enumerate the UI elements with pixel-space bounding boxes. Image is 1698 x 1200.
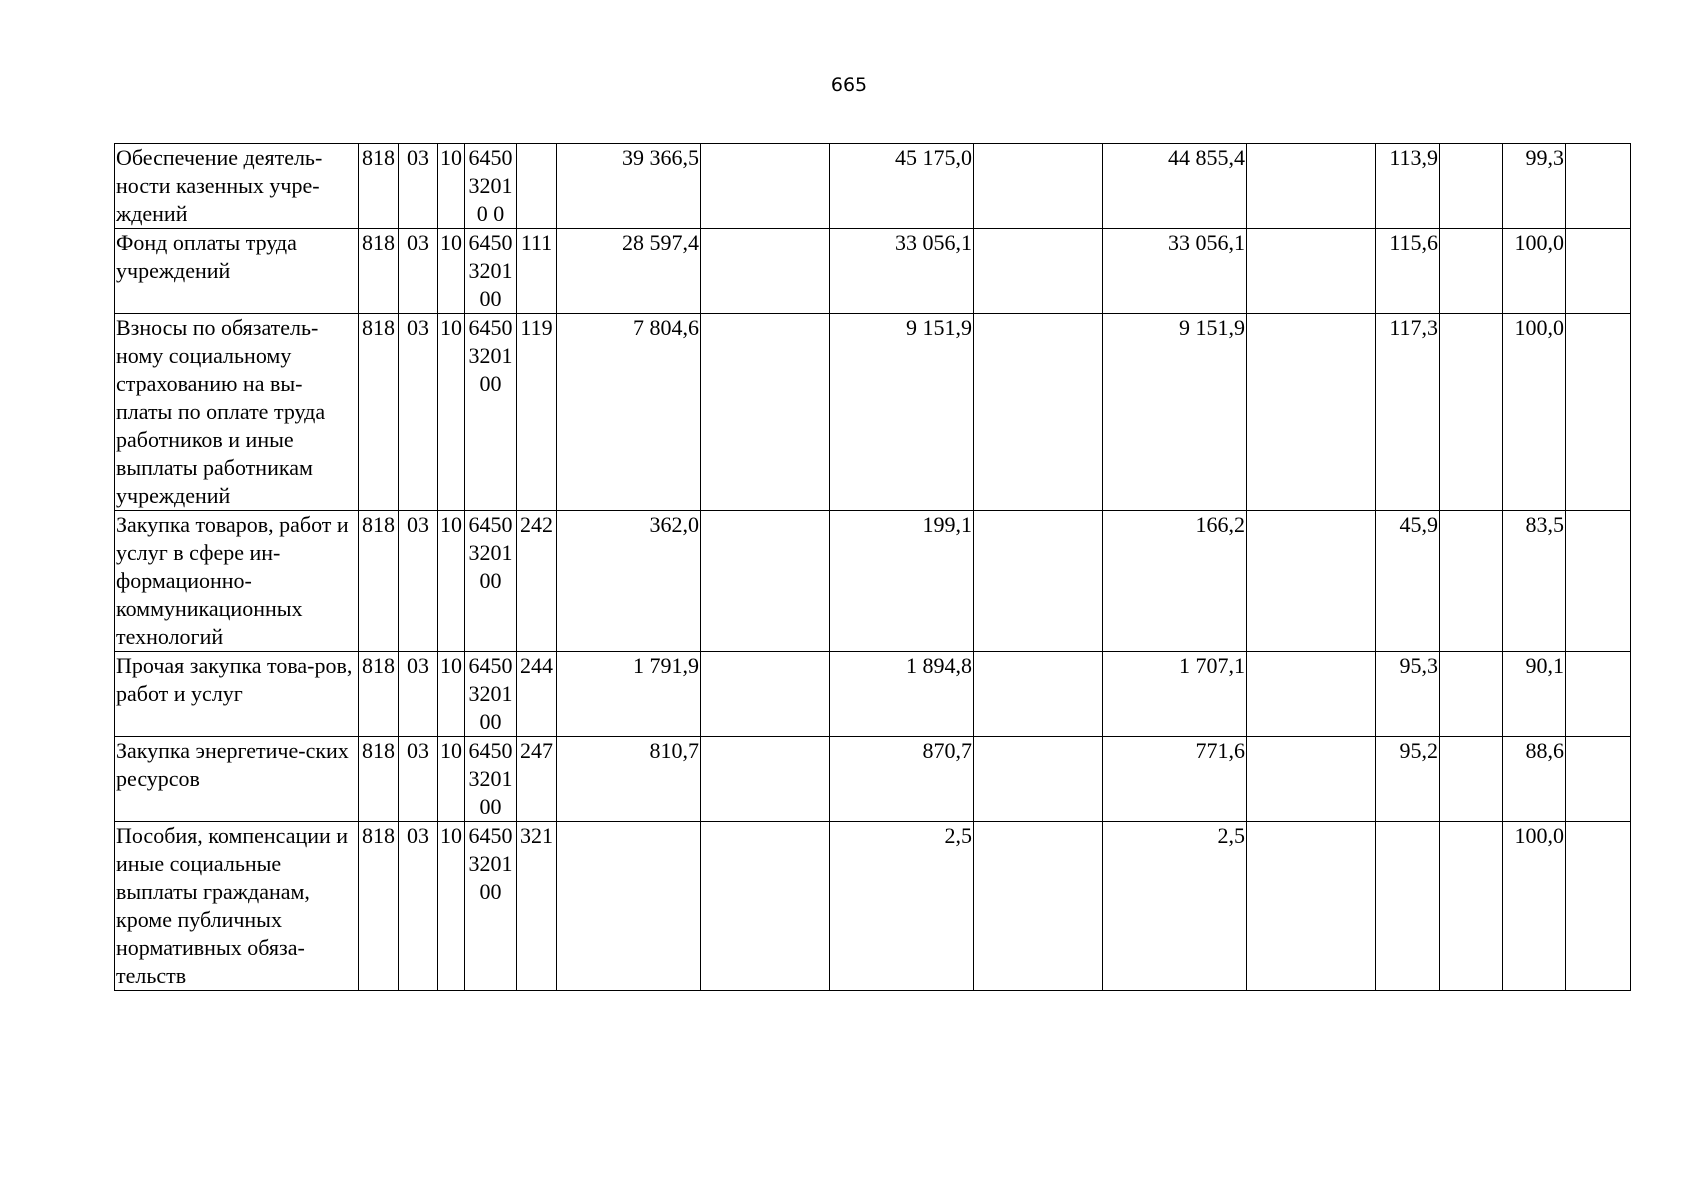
subsection-code: 10 xyxy=(438,737,465,822)
empty-cell xyxy=(1440,822,1503,991)
amount-3: 33 056,1 xyxy=(1103,229,1247,314)
amount-2: 9 151,9 xyxy=(830,314,974,511)
empty-cell xyxy=(1247,822,1376,991)
grbs-code: 818 xyxy=(359,737,399,822)
percent-1 xyxy=(1376,822,1440,991)
table-row xyxy=(115,314,1631,511)
expense-type-code: 111 xyxy=(517,229,557,314)
percent-2: 100,0 xyxy=(1503,314,1566,511)
grbs-code: 818 xyxy=(359,652,399,737)
empty-cell xyxy=(1440,229,1503,314)
page-number: 665 xyxy=(830,74,868,96)
percent-1: 95,3 xyxy=(1376,652,1440,737)
target-article-code: 6450320100 xyxy=(465,229,517,314)
empty-cell xyxy=(701,229,830,314)
amount-2: 45 175,0 xyxy=(830,144,974,229)
subsection-code: 10 xyxy=(438,511,465,652)
table-row xyxy=(115,229,1631,314)
amount-1: 810,7 xyxy=(557,737,701,822)
empty-cell xyxy=(1247,652,1376,737)
empty-cell xyxy=(974,229,1103,314)
row-name: Пособия, компенсации и иные социальные выплаты гражданам, кроме публичных нормативных обяза-тельств xyxy=(115,822,359,991)
amount-2: 870,7 xyxy=(830,737,974,822)
grbs-code: 818 xyxy=(359,229,399,314)
amount-1: 362,0 xyxy=(557,511,701,652)
subsection-code: 10 xyxy=(438,144,465,229)
empty-cell xyxy=(701,511,830,652)
amount-2: 199,1 xyxy=(830,511,974,652)
section-code: 03 xyxy=(399,822,438,991)
percent-2: 99,3 xyxy=(1503,144,1566,229)
percent-2: 90,1 xyxy=(1503,652,1566,737)
empty-cell xyxy=(701,652,830,737)
grbs-code: 818 xyxy=(359,144,399,229)
table-row xyxy=(115,822,1631,991)
percent-2: 100,0 xyxy=(1503,822,1566,991)
amount-3: 166,2 xyxy=(1103,511,1247,652)
empty-cell xyxy=(974,652,1103,737)
empty-cell xyxy=(1247,229,1376,314)
amount-2: 2,5 xyxy=(830,822,974,991)
empty-cell xyxy=(1440,737,1503,822)
percent-1: 113,9 xyxy=(1376,144,1440,229)
section-code: 03 xyxy=(399,511,438,652)
expense-type-code: 119 xyxy=(517,314,557,511)
table-row xyxy=(115,144,1631,229)
row-name: Фонд оплаты труда учреждений xyxy=(115,229,359,314)
row-name: Закупка товаров, работ и услуг в сфере ин-формационно-коммуникационных технологий xyxy=(115,511,359,652)
empty-cell xyxy=(974,737,1103,822)
empty-cell xyxy=(1440,314,1503,511)
section-code: 03 xyxy=(399,652,438,737)
subsection-code: 10 xyxy=(438,229,465,314)
empty-cell xyxy=(1566,822,1631,991)
amount-1: 28 597,4 xyxy=(557,229,701,314)
amount-3: 9 151,9 xyxy=(1103,314,1247,511)
empty-cell xyxy=(701,314,830,511)
empty-cell xyxy=(1566,511,1631,652)
amount-3: 771,6 xyxy=(1103,737,1247,822)
percent-2: 83,5 xyxy=(1503,511,1566,652)
amount-3: 2,5 xyxy=(1103,822,1247,991)
expense-type-code: 242 xyxy=(517,511,557,652)
target-article-code: 6450320100 xyxy=(465,652,517,737)
empty-cell xyxy=(1440,652,1503,737)
empty-cell xyxy=(1566,314,1631,511)
empty-cell xyxy=(1247,511,1376,652)
row-name: Прочая закупка това-ров, работ и услуг xyxy=(115,652,359,737)
section-code: 03 xyxy=(399,229,438,314)
amount-1 xyxy=(557,822,701,991)
amount-2: 1 894,8 xyxy=(830,652,974,737)
percent-1: 117,3 xyxy=(1376,314,1440,511)
empty-cell xyxy=(1247,314,1376,511)
amount-1: 7 804,6 xyxy=(557,314,701,511)
empty-cell xyxy=(1247,144,1376,229)
empty-cell xyxy=(974,314,1103,511)
amount-1: 1 791,9 xyxy=(557,652,701,737)
amount-1: 39 366,5 xyxy=(557,144,701,229)
expense-type-code: 321 xyxy=(517,822,557,991)
table-row xyxy=(115,511,1631,652)
empty-cell xyxy=(1440,511,1503,652)
empty-cell xyxy=(1566,144,1631,229)
table-row xyxy=(115,737,1631,822)
target-article-code: 645032010 0 xyxy=(465,144,517,229)
amount-3: 44 855,4 xyxy=(1103,144,1247,229)
row-name: Взносы по обязатель-ному социальному страхованию на вы-платы по оплате труда работников и иные выплаты работникам учреждений xyxy=(115,314,359,511)
target-article-code: 6450320100 xyxy=(465,314,517,511)
empty-cell xyxy=(974,822,1103,991)
empty-cell xyxy=(701,144,830,229)
empty-cell xyxy=(974,511,1103,652)
percent-1: 45,9 xyxy=(1376,511,1440,652)
empty-cell xyxy=(1566,229,1631,314)
expense-type-code: 247 xyxy=(517,737,557,822)
expense-type-code: 244 xyxy=(517,652,557,737)
empty-cell xyxy=(1566,737,1631,822)
grbs-code: 818 xyxy=(359,822,399,991)
target-article-code: 6450320100 xyxy=(465,737,517,822)
row-name: Обеспечение деятель-ности казенных учре-ждений xyxy=(115,144,359,229)
grbs-code: 818 xyxy=(359,511,399,652)
row-name: Закупка энергетиче-ских ресурсов xyxy=(115,737,359,822)
empty-cell xyxy=(701,737,830,822)
table-row xyxy=(115,652,1631,737)
expense-type-code xyxy=(517,144,557,229)
section-code: 03 xyxy=(399,144,438,229)
percent-1: 115,6 xyxy=(1376,229,1440,314)
percent-2: 88,6 xyxy=(1503,737,1566,822)
subsection-code: 10 xyxy=(438,822,465,991)
section-code: 03 xyxy=(399,314,438,511)
empty-cell xyxy=(701,822,830,991)
amount-2: 33 056,1 xyxy=(830,229,974,314)
budget-table xyxy=(114,143,1631,991)
empty-cell xyxy=(1566,652,1631,737)
empty-cell xyxy=(1440,144,1503,229)
section-code: 03 xyxy=(399,737,438,822)
empty-cell xyxy=(1247,737,1376,822)
percent-1: 95,2 xyxy=(1376,737,1440,822)
empty-cell xyxy=(974,144,1103,229)
subsection-code: 10 xyxy=(438,652,465,737)
target-article-code: 6450320100 xyxy=(465,511,517,652)
amount-3: 1 707,1 xyxy=(1103,652,1247,737)
grbs-code: 818 xyxy=(359,314,399,511)
target-article-code: 6450320100 xyxy=(465,822,517,991)
subsection-code: 10 xyxy=(438,314,465,511)
percent-2: 100,0 xyxy=(1503,229,1566,314)
